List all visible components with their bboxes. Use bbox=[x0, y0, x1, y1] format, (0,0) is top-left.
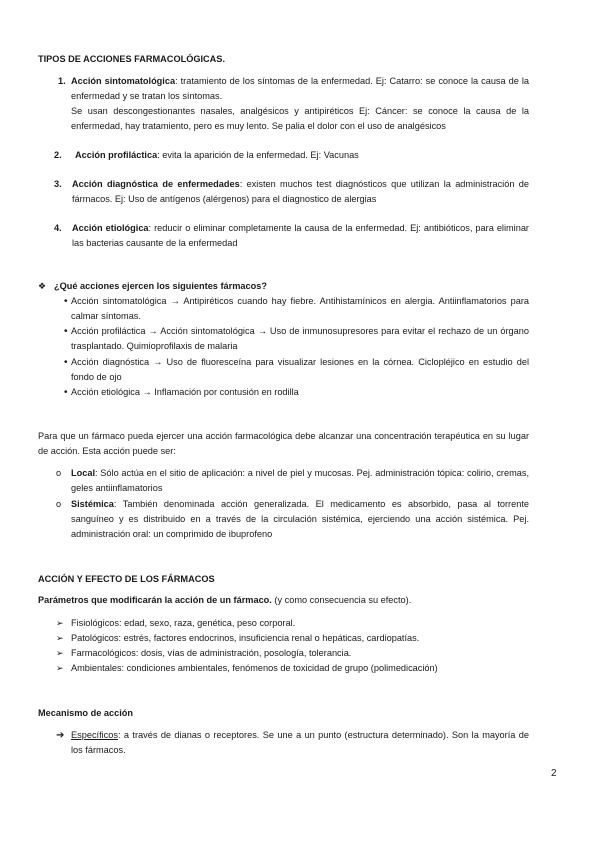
list-item-local bbox=[71, 466, 529, 496]
list-item-sistemica bbox=[71, 497, 529, 542]
list-item: Patológicos: estrés, factores endocrinos, insuficiencia renal o hepáticas, cardiopatías. bbox=[71, 633, 420, 643]
term-description: : existen muchos test diagnósticos que utilizan la administración de fármacos. Ej: Uso de antígenos (alérgenos) para el diagnostico de alergias bbox=[72, 179, 529, 204]
list-number: 2. bbox=[54, 150, 62, 160]
term-description: : También denominada acción generalizada. El medicamento es absorbido, pasa al torrente sanguíneo y es distribuido en a través de la circulación sistémica, ejerciendo una acción sistémica. Pej. administración oral: un comprimido de ibuprofeno bbox=[71, 499, 529, 539]
section-heading-tipos: TIPOS DE ACCIONES FARMACOLÓGICAS. bbox=[38, 54, 225, 64]
diamond-bullet-icon: ❖ bbox=[38, 281, 47, 291]
arrowhead-bullet-icon: ➢ bbox=[56, 663, 64, 673]
term: Acción etiológica bbox=[72, 223, 149, 233]
term: Local bbox=[71, 468, 95, 478]
term: Acción profiláctica bbox=[75, 150, 158, 160]
list-item-sintomatologica bbox=[71, 74, 529, 104]
term-description: : reducir o eliminar completamente la causa de la enfermedad. Ej: antibióticos, para eliminar las bacterias causante de la enfermedad bbox=[72, 223, 529, 248]
bullet-icon: • bbox=[64, 387, 68, 398]
term: Específicos bbox=[71, 730, 118, 740]
right-arrow-bullet-icon: ➔ bbox=[56, 730, 65, 741]
list-item: Acción profiláctica → Acción sintomatológica → Uso de inmunosupresores para evitar el rechazo de un órgano trasplantado. Quimioprofilaxis de malaria bbox=[71, 326, 529, 351]
page-number: 2 bbox=[551, 768, 557, 779]
list-item: Acción sintomatológica → Antipiréticos cuando hay fiebre. Antihistamínicos en alergia. Antiinflamatorios para calmar síntomas. bbox=[71, 296, 529, 321]
list-number: 3. bbox=[54, 179, 62, 189]
circle-bullet-icon: o bbox=[56, 468, 62, 478]
list-item: Acción etiológica → Inflamación por contusión en rodilla bbox=[71, 387, 299, 397]
list-number: 4. bbox=[54, 223, 62, 233]
list-number: 1. bbox=[58, 76, 66, 86]
section-heading-accion-efecto: ACCIÓN Y EFECTO DE LOS FÁRMACOS bbox=[38, 574, 215, 584]
term-description: : Sólo actúa en el sitio de aplicación: a nivel de piel y mucosas. Pej. administración tópica: colirio, cremas, geles antiinflamatorios bbox=[71, 468, 529, 493]
list-item-especificos bbox=[71, 728, 529, 758]
section-heading-mecanismo: Mecanismo de acción bbox=[38, 708, 133, 718]
arrowhead-bullet-icon: ➢ bbox=[56, 648, 64, 658]
term: Acción sintomatológica bbox=[71, 76, 176, 86]
list-item-etiologica bbox=[72, 221, 529, 251]
list-item: Farmacológicos: dosis, vías de administración, posología, tolerancia. bbox=[71, 648, 352, 658]
bullet-icon: • bbox=[64, 357, 68, 368]
list-item: Acción diagnóstica → Uso de fluoresceína para visualizar lesiones en la córnea. Ciclopléjico en estudio del fondo de ojo bbox=[71, 357, 529, 382]
list-item: Ambientales: condiciones ambientales, fenómenos de toxicidad de grupo (polimedicación) bbox=[71, 663, 438, 673]
bullet-icon: • bbox=[64, 296, 68, 307]
arrowhead-bullet-icon: ➢ bbox=[56, 633, 64, 643]
term: Acción diagnóstica de enfermedades bbox=[72, 179, 240, 189]
arrowhead-bullet-icon: ➢ bbox=[56, 618, 64, 628]
parameters-rest: (y como consecuencia su efecto). bbox=[271, 595, 412, 605]
list-item-profilactica bbox=[75, 148, 529, 163]
list-item-diagnostica bbox=[72, 177, 529, 207]
parameters-line bbox=[38, 593, 411, 608]
bullet-icon: • bbox=[64, 326, 68, 337]
list-item: Fisiológicos: edad, sexo, raza, genética, peso corporal. bbox=[71, 618, 296, 628]
term-description: : evita la aparición de la enfermedad. Ej: Vacunas bbox=[157, 150, 359, 160]
term: Sistémica bbox=[71, 499, 114, 509]
term-description: : tratamiento de los síntomas de la enfermedad. Ej: Catarro: se conoce la causa de la enfermedad y se tratan los síntomas. bbox=[71, 76, 529, 101]
circle-bullet-icon: o bbox=[56, 499, 62, 509]
intro-paragraph: Para que un fármaco pueda ejercer una acción farmacológica debe alcanzar una concentración terapéutica en su lugar de acción. Esta acción puede ser: bbox=[38, 431, 529, 456]
term-description: : a través de dianas o receptores. Se une a un punto (estructura determinado). Son la mayoría de los fármacos. bbox=[71, 730, 529, 755]
question-heading: ¿Qué acciones ejercen los siguientes fármacos? bbox=[54, 281, 267, 291]
list-item-extra: Se usan descongestionantes nasales, analgésicos y antipiréticos Ej: Cáncer: se conoce la causa de la enfermedad, hay tratamiento, pero es muy lento. Se palia el dolor con el uso de analgésicos bbox=[71, 106, 529, 131]
parameters-bold: Parámetros que modificarán la acción de un fármaco. bbox=[38, 595, 272, 605]
